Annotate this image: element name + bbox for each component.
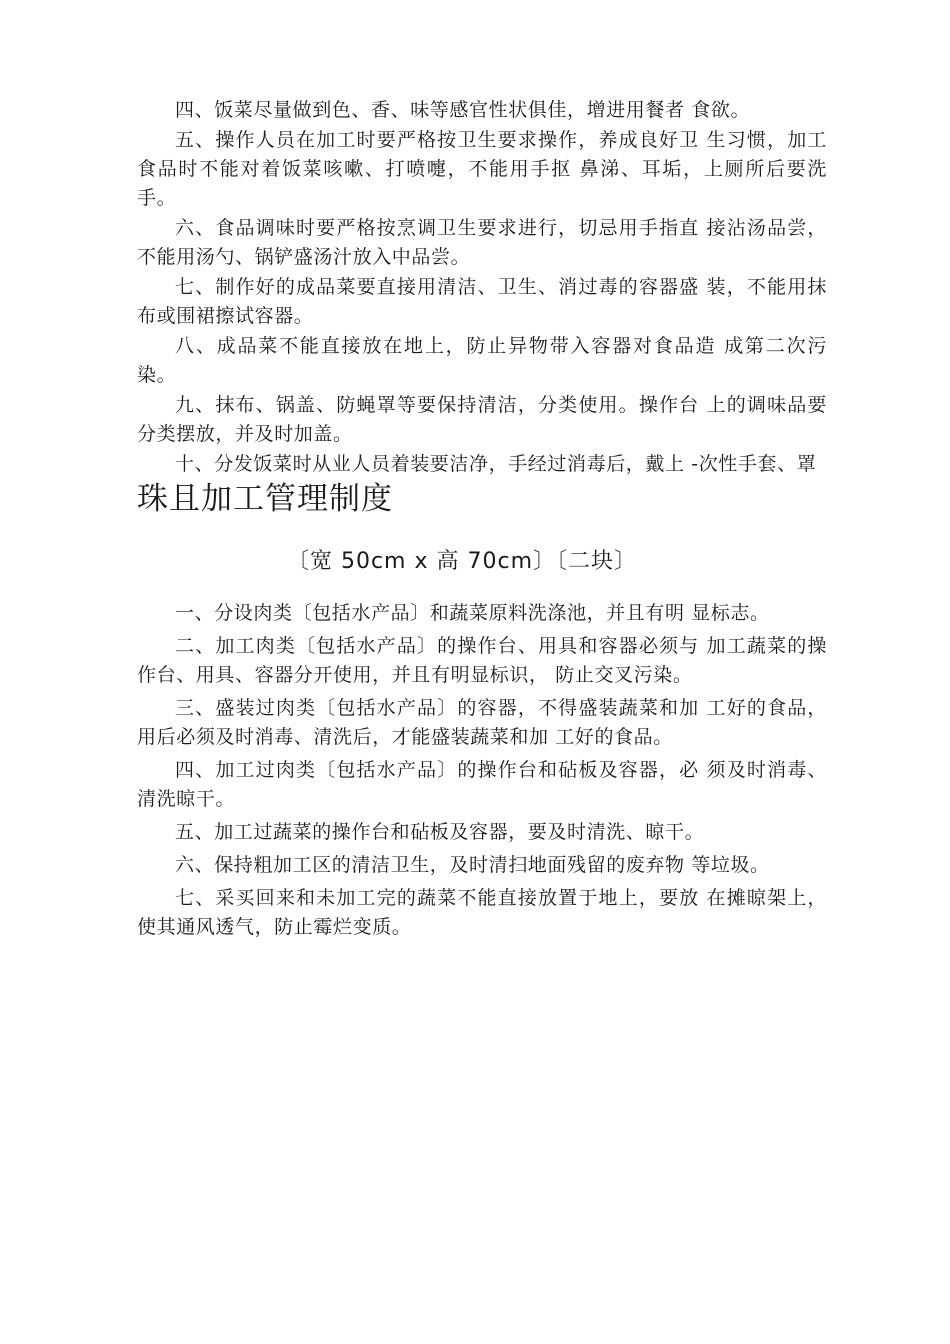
rule-4: 四、加工过肉类〔包括水产品〕的操作台和砧板及容器，必 须及时消毒、清洗晾干。	[137, 759, 827, 810]
paragraph-6: 六、食品调味时要严格按烹调卫生要求进行，切忌用手指直 接沾汤品尝，不能用汤勺、锅铲盛汤汁放入中品尝。	[137, 217, 827, 268]
rule-2: 二、加工肉类〔包括水产品〕的操作台、用具和容器必须与 加工蔬菜的操作台、用具、容器分开使用，并且有明显标识， 防止交叉污染。	[137, 635, 827, 686]
paragraph-4: 四、饭菜尽量做到色、香、味等感官性状俱佳，增进用餐者 食欲。	[175, 99, 751, 121]
rule-7: 七、采买回来和未加工完的蔬菜不能直接放置于地上，要放 在摊晾架上，使其通风透气，防止霉烂变质。	[137, 887, 827, 938]
rule-1: 一、分设肉类〔包括水产品〕和蔬菜原料洗涤池，并且有明 显标志。	[175, 602, 770, 624]
section-title: 珠且加工管理制度	[137, 481, 393, 517]
rule-3: 三、盛装过肉类〔包括水产品〕的容器，不得盛装蔬菜和加 工好的食品，用后必须及时消毒、清洗后，才能盛装蔬菜和加 工好的食品。	[137, 697, 827, 748]
paragraph-7: 七、制作好的成品菜要直接用清洁、卫生、消过毒的容器盛 装，不能用抹布或围裙擦试容器。	[137, 276, 827, 327]
section-food-handling	[137, 96, 827, 519]
paragraph-10	[137, 450, 827, 519]
document-page	[137, 96, 827, 942]
paragraph-9: 九、抹布、锅盖、防蝇罩等要保持清洁，分类使用。操作台 上的调味品要分类摆放，并及时加盖。	[137, 394, 827, 445]
rule-6: 六、保持粗加工区的清洁卫生，及时清扫地面残留的废弃物 等垃圾。	[175, 854, 770, 876]
paragraph-8: 八、成品菜不能直接放在地上，防止异物带入容器对食品造 成第二次污染。	[137, 335, 827, 386]
paragraph-5: 五、操作人员在加工时要严格按卫生要求操作，养成良好卫 生习惯，加工食品时不能对着饭菜咳嗽、打喷嚏，不能用手抠 鼻涕、耳垢，上厕所后要洗手。	[137, 129, 827, 209]
section-processing-rules	[137, 599, 827, 942]
section-subtitle: 〔宽 50cm x 高 70cm〕〔二块〕	[286, 549, 638, 574]
rule-5: 五、加工过蔬菜的操作台和砧板及容器，要及时清洗、晾干。	[175, 821, 705, 843]
paragraph-10-text: 十、分发饭菜时从业人员着装要洁净，手经过消毒后，戴上 -次性手套、罩	[175, 453, 817, 475]
